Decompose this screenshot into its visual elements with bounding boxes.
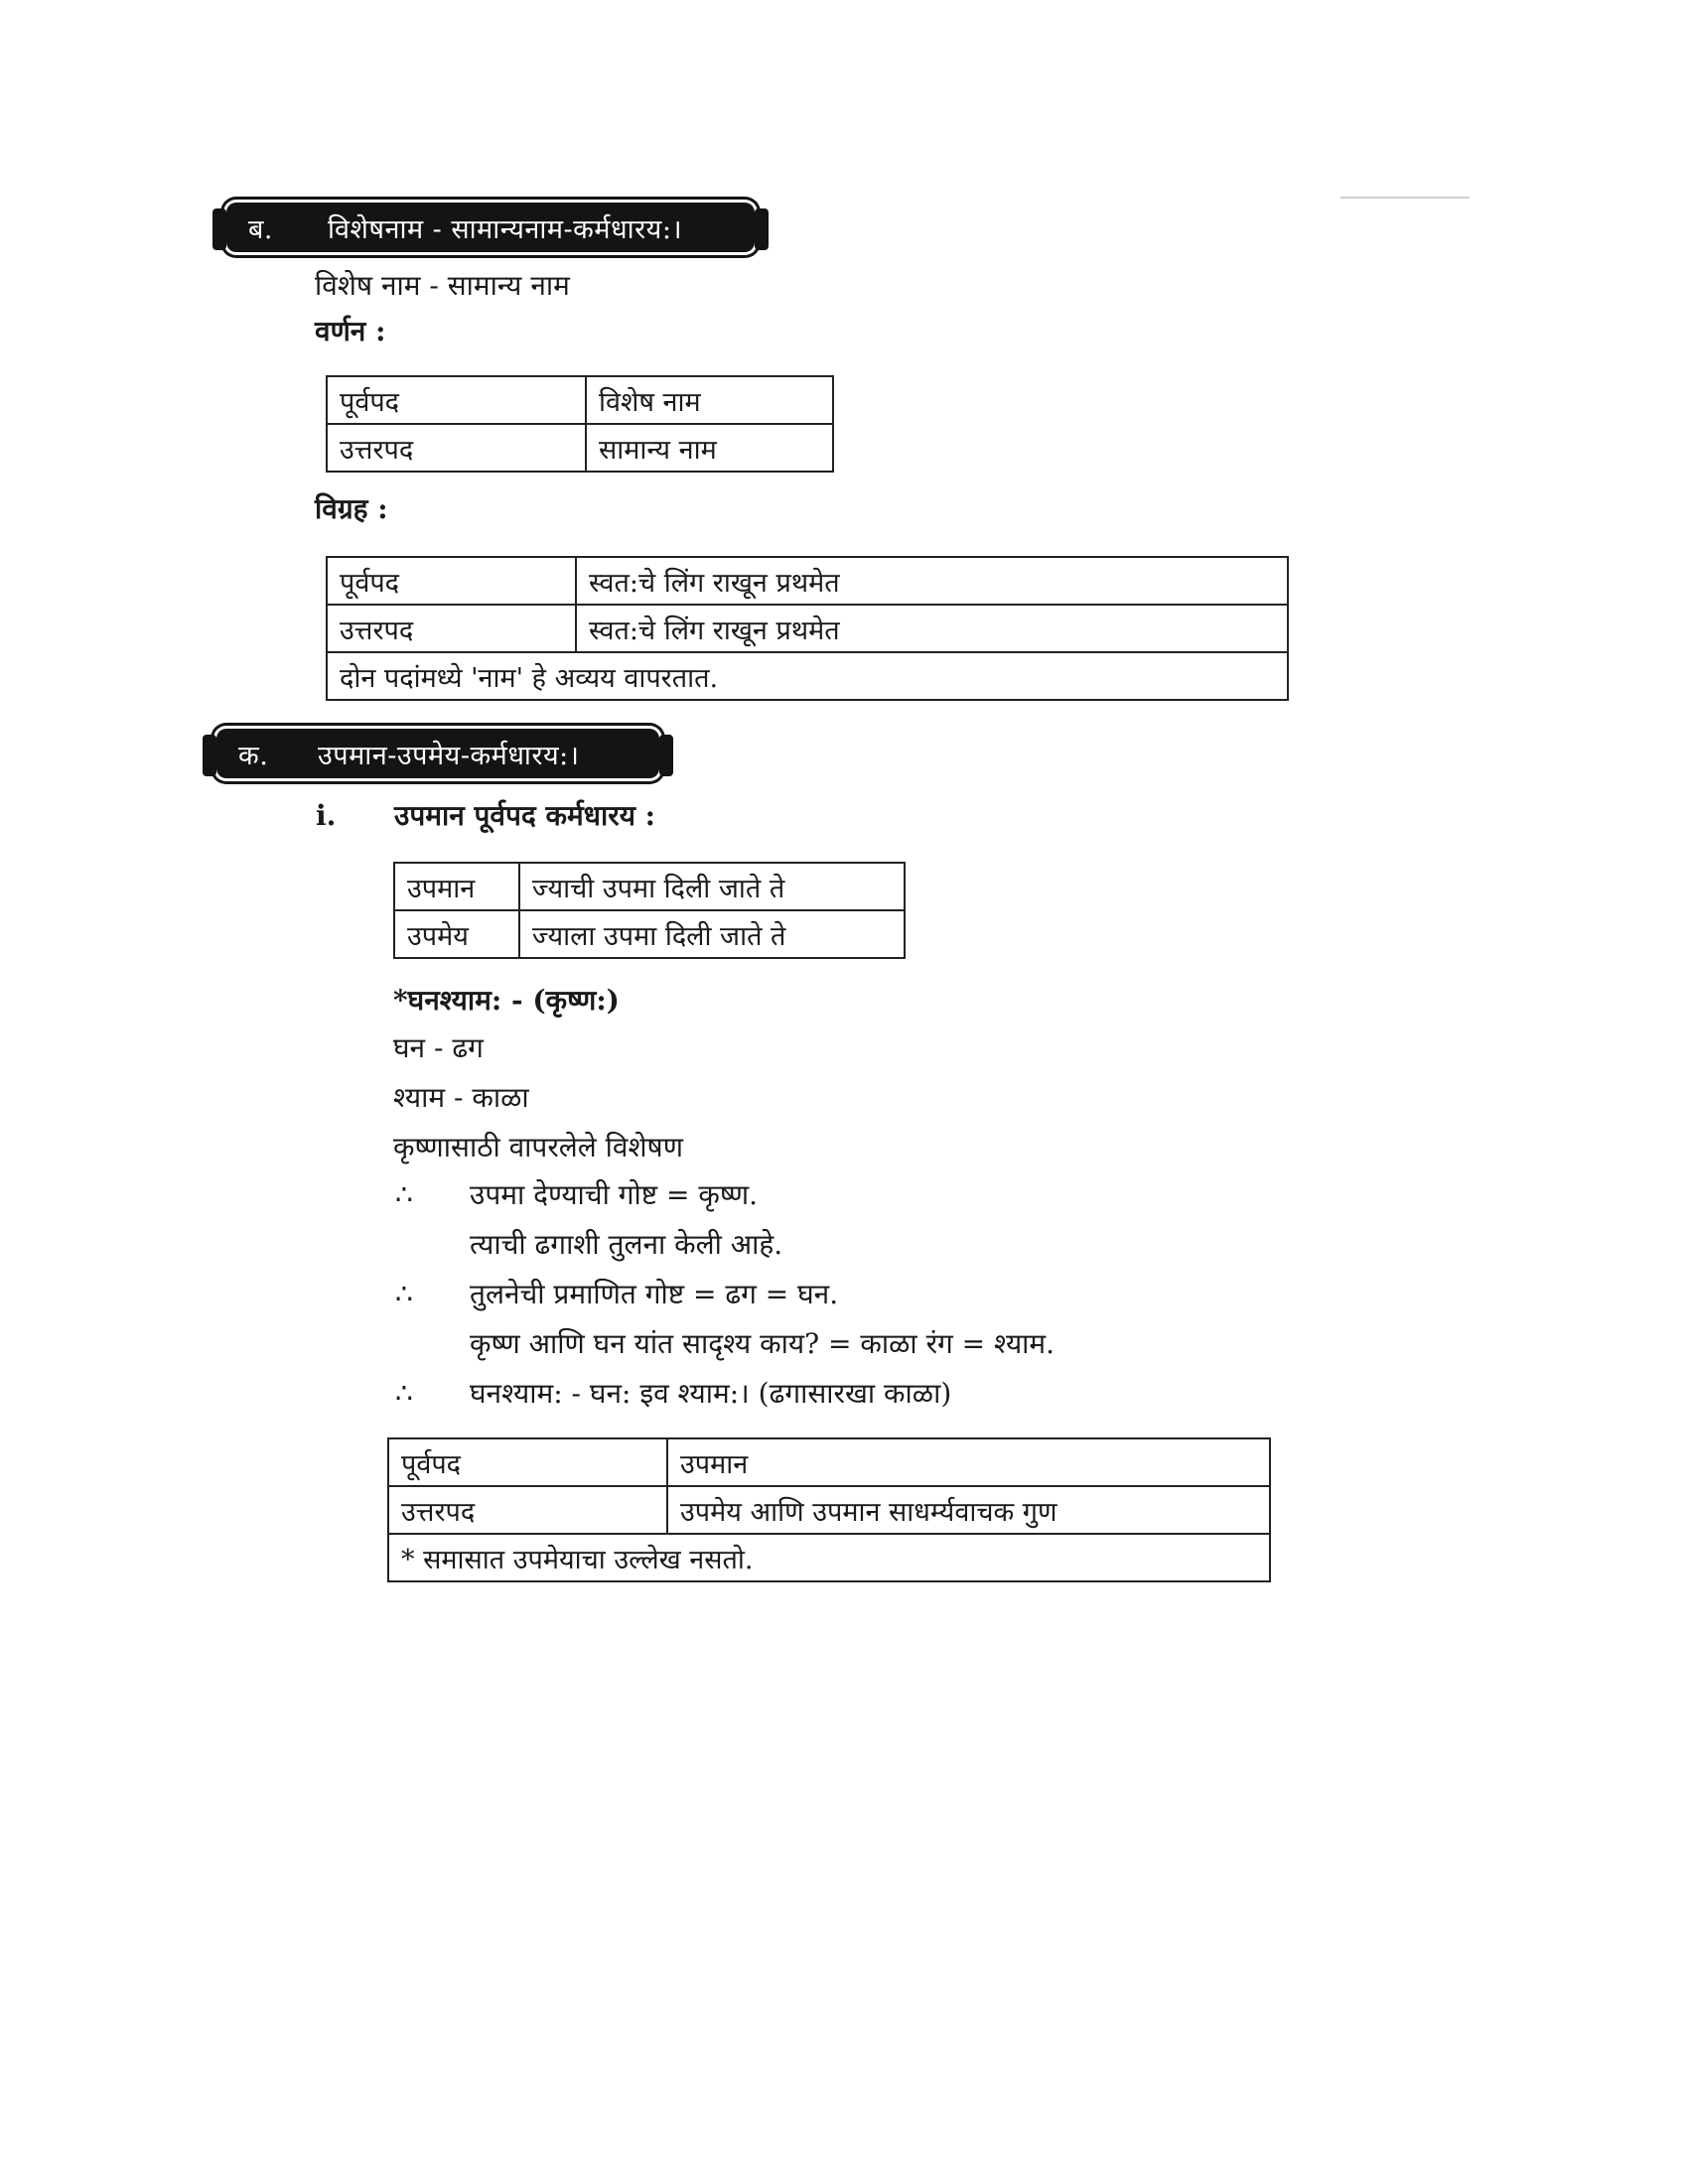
banner-cap-left <box>203 735 216 776</box>
table-cell: उपमान <box>667 1438 1270 1486</box>
line-ghan: घन - ढग <box>393 1031 484 1064</box>
table-cell: पूर्वपद <box>327 376 586 424</box>
table-cell: उपमान <box>394 863 519 910</box>
table-row <box>394 863 905 910</box>
banner-cap-left <box>212 208 226 250</box>
table-row <box>388 1534 1270 1581</box>
table-row <box>327 424 833 472</box>
section-k-letter: क. <box>238 740 269 771</box>
top-rule <box>1340 197 1470 199</box>
reasoning-line-1: उपमा देण्याची गोष्ट = कृष्ण. <box>470 1178 759 1211</box>
table-cell: उपमेय <box>394 910 519 958</box>
table-cell: उत्तरपद <box>327 424 586 472</box>
table-row <box>327 652 1288 700</box>
table-cell: सामान्य नाम <box>586 424 833 472</box>
section-b-title: विशेषनाम - सामान्यनाम-कर्मधारय:। <box>328 213 683 245</box>
table-cell: पूर्वपद <box>327 557 576 605</box>
therefore-icon: ∴ <box>395 1377 413 1410</box>
section-b-banner <box>226 203 755 252</box>
summary-note: * समासात उपमेयाचा उल्लेख नसतो. <box>388 1534 1270 1581</box>
section-k-banner <box>216 729 659 778</box>
summary-table <box>387 1437 1271 1582</box>
table-cell: पूर्वपद <box>388 1438 667 1486</box>
therefore-icon: ∴ <box>395 1278 413 1310</box>
table-row <box>327 376 833 424</box>
table-cell: उत्तरपद <box>388 1486 667 1534</box>
section-b-intro: विशेष नाम - सामान्य नाम <box>315 269 570 302</box>
reasoning-line-2: त्याची ढगाशी तुलना केली आहे. <box>470 1228 783 1261</box>
section-b-letter: ब. <box>248 213 273 245</box>
vigraha-table <box>326 556 1289 701</box>
sub-title: उपमान पूर्वपद कर्मधारय : <box>394 799 656 832</box>
therefore-icon: ∴ <box>395 1178 413 1211</box>
definition-table <box>393 862 906 959</box>
banner-cap-right <box>659 735 673 776</box>
reasoning-line-3: तुलनेची प्रमाणित गोष्ट = ढग = घन. <box>470 1278 839 1310</box>
varnan-label: वर्णन : <box>315 315 386 347</box>
table-row <box>327 605 1288 652</box>
banner-cap-right <box>755 208 769 250</box>
line-shyam: श्याम - काळा <box>393 1081 529 1114</box>
table-cell: स्वत:चे लिंग राखून प्रथमेत <box>576 605 1288 652</box>
table-row <box>388 1438 1270 1486</box>
line-visheshan: कृष्णासाठी वापरलेले विशेषण <box>393 1131 683 1163</box>
table-cell: स्वत:चे लिंग राखून प्रथमेत <box>576 557 1288 605</box>
example-heading: *घनश्याम: - (कृष्ण:) <box>393 984 620 1017</box>
varnan-table <box>326 375 834 473</box>
table-row <box>327 557 1288 605</box>
table-cell: उपमेय आणि उपमान साधर्म्यवाचक गुण <box>667 1486 1270 1534</box>
table-cell: उत्तरपद <box>327 605 576 652</box>
table-row <box>394 910 905 958</box>
section-k-title: उपमान-उपमेय-कर्मधारय:। <box>318 740 580 771</box>
reasoning-line-4: कृष्ण आणि घन यांत सादृश्य काय? = काळा रंग = श्याम. <box>470 1327 1055 1360</box>
table-row <box>388 1486 1270 1534</box>
table-cell: ज्याला उपमा दिली जाते ते <box>519 910 905 958</box>
vigraha-note: दोन पदांमध्ये 'नाम' हे अव्यय वापरतात. <box>327 652 1288 700</box>
table-cell: विशेष नाम <box>586 376 833 424</box>
table-cell: ज्याची उपमा दिली जाते ते <box>519 863 905 910</box>
vigraha-label: विग्रह : <box>315 492 388 525</box>
reasoning-line-5: घनश्याम: - घन: इव श्याम:। (ढगासारखा काळा) <box>470 1377 952 1410</box>
sub-number: i. <box>316 799 337 832</box>
